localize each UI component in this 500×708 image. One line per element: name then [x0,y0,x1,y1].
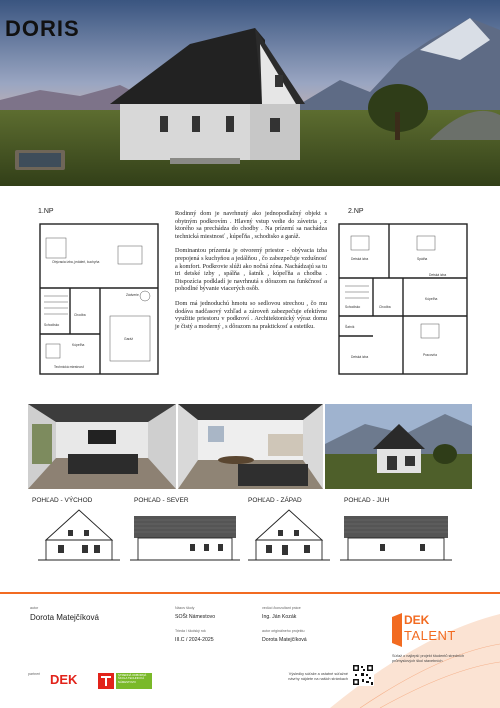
school-caption: Názov školy [175,606,195,610]
elevation-east-drawing [38,508,120,566]
brand-description: Súťaž o najlepší projekt študentů stredních průmyslových škol stavebních [392,654,465,663]
dek-talent-logo [392,613,468,647]
footer-decoration [330,594,500,708]
school-logo-icon [98,673,114,689]
school-partner-logo: STREDNÁ ODBORNÁ ŠKOLA TECHNICKÁ NÁMESTOVO [116,673,152,689]
exterior-render-front [325,404,472,489]
school-name: SOŠt Námestovo [175,614,216,620]
interior-render-living [28,404,176,489]
brand-top: DEK [404,613,430,627]
room-label: Detská izba [351,355,369,359]
interior-render-kitchen [178,404,323,489]
room-label: Šatník [345,325,355,329]
projector-caption: autor originálneho projektu [262,629,305,633]
project-title: DORIS [5,16,80,41]
room-label: Obývacia izba, jedáleň, kuchyňa [52,260,100,264]
elevation-west-drawing [248,508,330,566]
brand-bottom: TALENT [404,628,456,643]
room-label: Chodba [74,313,86,317]
qr-code-icon[interactable] [352,664,374,686]
description-text [175,210,327,337]
dek-partner-logo: DEK [50,672,78,687]
room-label: Detská izba [429,273,447,277]
room-label: Schodisko [44,323,60,327]
room-label: Kúpeľňa [425,297,438,301]
author-caption: autor [30,606,39,610]
author-name: Dorota Matejčíková [30,613,99,622]
elevation-north-label: POHĽAD - SEVER [134,497,189,504]
teacher-caption: vedúci /konzultant práce [262,606,301,610]
elevation-south-label: POHĽAD - JUH [344,497,390,504]
description-paragraph: Dominantou prízemia je otvorený priestor - obývacia izba prepojená s kuchyňou a jedálňou , čo zabezpečuje vzdušnosť a komfort. Podkrovie slúži ako nočná zóna. Nachádzajú sa tu tri detské izby , spálňa , šatník , kúpeľňa a chodba . Dispozícia podkladí je navrhnutá s dôrazom na funkčnosť a pohodlné bývanie viacerých osôb. [175,247,327,293]
class-year: III.C / 2024-2025 [175,637,214,643]
elevation-east-label: POHĽAD - VÝCHOD [32,497,93,504]
room-label: Zádverie [126,293,139,297]
room-label: Kúpeľňa [72,343,85,347]
floor1-label: 1.NP [38,208,54,215]
room-label: Detská izba [351,257,369,261]
floor1-plan [30,216,170,386]
results-note: Výsledky súťaže a ostatné súťažné návrhy nájdete na našich stránkach [288,672,348,681]
floor2-label: 2.NP [348,208,364,215]
room-label: Pracovňa [423,353,437,357]
room-label: Spálňa [417,257,428,261]
room-label: Technická miestnosť [54,365,85,369]
room-label: Garáž [124,337,133,341]
elevation-north-drawing [130,508,240,566]
floor2-plan [333,216,473,386]
room-label: Chodba [379,305,391,309]
room-label: Schodisko [345,305,361,309]
elevation-west-label: POHĽAD - ZÁPAD [248,497,302,504]
elevation-south-drawing [340,508,452,566]
description-paragraph: Rodinný dom je navrhnutý ako jednopodlažný objekt s obytným podkrovím . Hlavný vstup vedie do závetria , z ktorého sa prechádza do chodby . Na prízemí sa nachádza technická miestnosť , kúpeľňa , schodisko a garáž. [175,210,327,240]
class-caption: Trieda / školský rok [175,629,206,633]
projector-name: Dorota Matejčíková [262,637,307,643]
teacher-name: Ing. Ján Kozák [262,614,297,620]
partners-caption: partneri [28,672,41,676]
description-paragraph: Dom má jednoduchú hmotu so sedlovou strechou , čo mu dodáva nadčasový vzhľad a zároveň zabezpečuje efektívne využitie priestoru v podkroví . Architektonický výraz domu je čistý a moderný , s dôrazom na praktickosť a estetiku. [175,299,327,330]
